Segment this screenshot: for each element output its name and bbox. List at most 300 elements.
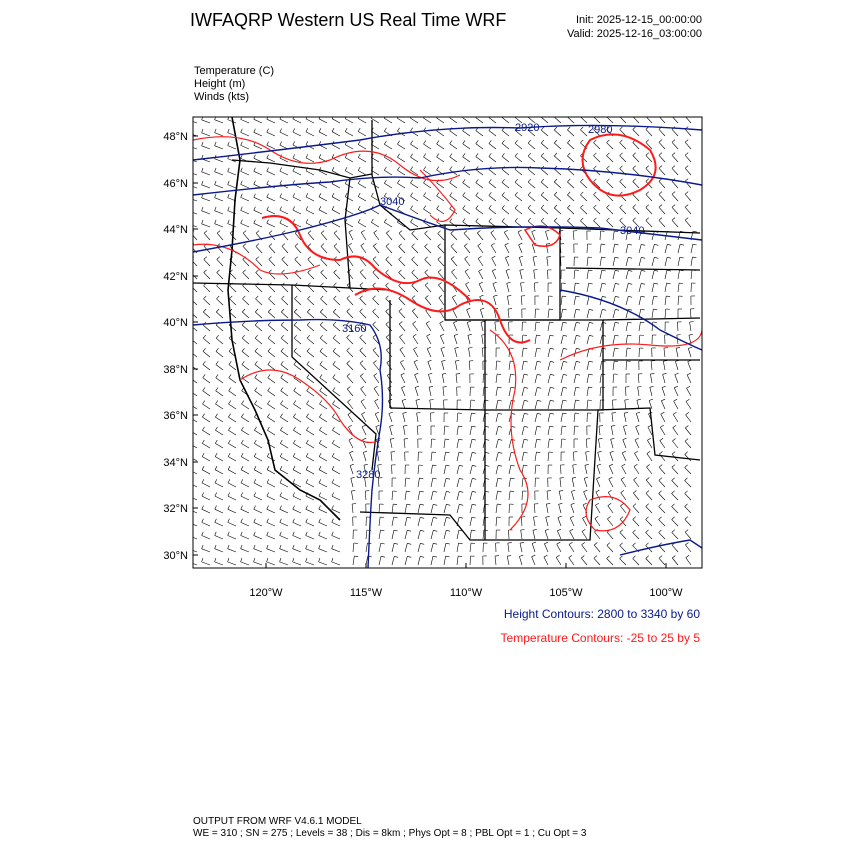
wind-barb-feather xyxy=(573,465,577,466)
field-label-height: Height (m) xyxy=(194,78,246,90)
wind-barb xyxy=(515,156,522,162)
wind-barb-feather xyxy=(659,504,662,507)
wind-barb-feather xyxy=(594,179,597,182)
wind-barb xyxy=(332,457,340,461)
wind-barb-feather xyxy=(295,257,298,260)
wind-barb-feather xyxy=(427,347,431,349)
wind-barb xyxy=(306,132,314,136)
wind-barb-feather xyxy=(607,140,610,143)
wind-barb xyxy=(405,491,406,500)
wind-barb-feather xyxy=(498,465,502,466)
wind-barb-feather xyxy=(189,220,190,224)
wind-barb-feather xyxy=(280,168,282,172)
wind-barb xyxy=(373,272,379,279)
wind-barb-feather xyxy=(537,413,541,414)
wind-barb-feather xyxy=(419,478,423,479)
wind-barb-feather xyxy=(602,309,606,310)
wind-barb-feather xyxy=(646,140,649,143)
wind-barb-feather xyxy=(451,257,454,260)
wind-barb xyxy=(457,452,459,461)
wind-barb xyxy=(241,522,249,526)
wind-barb xyxy=(268,312,275,318)
wind-barb-feather xyxy=(386,348,389,350)
wind-barb xyxy=(241,562,249,565)
wind-barb-feather xyxy=(373,335,376,338)
wind-barb-feather xyxy=(659,556,662,559)
wind-barb xyxy=(190,312,197,318)
wind-barb-feather xyxy=(576,400,580,401)
wind-barb xyxy=(532,557,535,565)
wind-barb-feather xyxy=(360,283,363,286)
wind-barb-feather xyxy=(400,360,403,362)
wind-barb xyxy=(607,532,613,539)
wind-barb-feather xyxy=(348,399,351,402)
wind-barb xyxy=(392,530,394,539)
wind-barb-feather xyxy=(397,128,399,131)
wind-barb-feather xyxy=(588,270,592,271)
wind-barb xyxy=(639,270,641,279)
wind-barb-feather xyxy=(374,386,377,388)
wind-barb xyxy=(567,221,574,227)
wind-barb xyxy=(418,504,420,513)
wind-barb-feather xyxy=(307,335,310,338)
wind-barb-feather xyxy=(570,516,574,518)
wind-barb-feather xyxy=(428,360,432,361)
wind-barb-feather xyxy=(589,283,593,284)
wind-barb xyxy=(294,338,301,344)
wind-barb xyxy=(373,363,379,370)
wind-barb-feather xyxy=(254,168,256,172)
wind-barb xyxy=(373,246,379,253)
wind-barb xyxy=(254,549,262,552)
wind-barb-feather xyxy=(307,361,309,364)
wind-barb xyxy=(496,491,498,500)
wind-barb-feather xyxy=(489,192,491,195)
wind-barb-feather xyxy=(534,517,538,518)
wind-barb-feather xyxy=(269,231,272,234)
wind-barb xyxy=(464,233,470,240)
wind-barb-feather xyxy=(443,387,447,388)
wind-barb-feather xyxy=(268,309,271,312)
wind-barb xyxy=(522,374,524,383)
wind-barb-feather xyxy=(384,141,386,144)
wind-barb-feather xyxy=(384,128,386,131)
wind-barb xyxy=(230,273,236,279)
wind-barb xyxy=(241,549,249,552)
wind-barb xyxy=(687,375,691,383)
wind-barb xyxy=(567,156,574,162)
wind-barb-feather xyxy=(620,556,623,559)
wind-barb xyxy=(451,234,457,241)
wind-barb-feather xyxy=(202,427,204,430)
wind-barb-feather xyxy=(646,192,649,195)
wind-barb xyxy=(438,247,444,254)
wind-barb xyxy=(281,325,288,331)
wind-barb-feather xyxy=(614,231,618,232)
wind-barb xyxy=(280,171,288,175)
wind-barb-feather xyxy=(412,257,415,260)
wind-barb xyxy=(216,325,223,331)
wind-barb xyxy=(613,257,615,266)
wind-barb xyxy=(561,296,562,305)
wind-barb xyxy=(345,145,353,149)
wind-barb xyxy=(659,467,665,474)
wind-barb xyxy=(267,158,275,162)
wind-barb-feather xyxy=(254,155,256,159)
wind-barb-feather xyxy=(585,464,589,465)
wind-barb-feather xyxy=(399,231,402,234)
wind-barb-feather xyxy=(524,439,528,440)
wind-barb-feather xyxy=(456,374,460,375)
wind-barb-feather xyxy=(203,374,205,377)
wind-barb-feather xyxy=(497,374,501,375)
wind-barb-feather xyxy=(202,414,204,417)
wind-barb xyxy=(647,467,653,474)
wind-barb-feather xyxy=(554,218,557,221)
wind-barb xyxy=(470,491,472,500)
wind-barb-feather xyxy=(537,361,541,362)
wind-barb-feather xyxy=(505,256,509,258)
wind-barb-feather xyxy=(411,219,413,222)
wind-barb-feather xyxy=(254,129,256,133)
wind-barb xyxy=(333,325,340,331)
wind-barb xyxy=(384,183,392,188)
wind-barb xyxy=(412,234,418,241)
wind-barb xyxy=(509,478,511,487)
wind-barb xyxy=(267,470,275,474)
wind-barb xyxy=(379,543,381,552)
wind-barb-feather xyxy=(282,296,285,299)
wind-barb xyxy=(457,530,459,539)
wind-barb-feather xyxy=(319,193,321,197)
wind-barb xyxy=(467,322,470,331)
wind-barb xyxy=(306,119,314,123)
wind-barb xyxy=(255,351,262,357)
wind-barb-feather xyxy=(635,438,639,440)
wind-barb-feather xyxy=(347,348,350,351)
wind-barb-feather xyxy=(504,230,507,232)
wind-barb-feather xyxy=(620,543,623,546)
wind-barb-feather xyxy=(491,230,494,232)
wind-barb-feather xyxy=(584,490,588,492)
wind-barb xyxy=(600,270,602,279)
wind-barb xyxy=(353,556,354,565)
wind-barb xyxy=(476,118,483,123)
wind-barb-feather xyxy=(598,438,602,439)
wind-barb-feather xyxy=(255,348,258,351)
wind-barb xyxy=(242,365,249,371)
lat-label: 46°N xyxy=(163,178,188,190)
wind-barb xyxy=(665,270,667,279)
wind-barb-feather xyxy=(254,493,256,497)
wind-barb-feather xyxy=(685,478,688,481)
wind-barb xyxy=(573,231,574,240)
wind-barb-feather xyxy=(628,283,632,284)
wind-barb-feather xyxy=(406,491,410,492)
wind-barb-feather xyxy=(690,322,694,323)
wind-barb-feather xyxy=(215,479,217,483)
wind-barb xyxy=(431,452,432,461)
wind-barb xyxy=(691,244,693,253)
wind-barb xyxy=(348,415,353,422)
wind-barb xyxy=(659,207,665,214)
wind-barb xyxy=(267,496,275,500)
wind-barb xyxy=(360,338,366,344)
wind-barb xyxy=(450,118,457,123)
wind-barb xyxy=(607,143,613,149)
wind-barb xyxy=(321,299,328,305)
wind-barb xyxy=(241,223,249,227)
wind-barb xyxy=(470,465,472,474)
wind-barb-feather xyxy=(386,335,389,338)
wind-barb-feather xyxy=(463,179,465,182)
wind-barb xyxy=(413,337,418,345)
wind-barb-feather xyxy=(267,519,269,523)
wind-barb xyxy=(320,404,328,409)
wind-barb-feather xyxy=(458,556,462,557)
wind-barb-feather xyxy=(416,399,420,400)
wind-barb-feather xyxy=(633,543,636,546)
wind-barb-feather xyxy=(399,257,402,260)
wind-barb-feather xyxy=(190,374,192,377)
wind-barb-feather xyxy=(334,231,337,234)
wind-barb xyxy=(242,404,250,409)
wind-barb-feather xyxy=(646,153,649,156)
field-label-winds: Winds (kts) xyxy=(194,91,249,103)
wind-barb-feather xyxy=(633,205,636,208)
wind-barb xyxy=(280,443,288,448)
wind-barb-feather xyxy=(554,192,557,195)
wind-barb xyxy=(467,310,470,318)
wind-barb-feather xyxy=(463,153,465,156)
wind-barb xyxy=(269,259,275,266)
wind-barb-feather xyxy=(254,545,256,549)
wind-barb xyxy=(334,299,341,305)
wind-barb-feather xyxy=(446,452,450,453)
wind-barb-feather xyxy=(358,206,360,210)
wind-barb xyxy=(202,198,210,201)
wind-barb xyxy=(392,465,393,474)
wind-barb-feather xyxy=(567,153,570,156)
wind-barb-feather xyxy=(446,504,450,505)
wind-barb xyxy=(494,296,497,305)
wind-barb xyxy=(507,283,509,292)
wind-barb xyxy=(502,208,509,214)
wind-barb-feather xyxy=(254,558,255,562)
wind-barb xyxy=(622,466,626,474)
wind-barb-feather xyxy=(215,440,217,443)
wind-barb xyxy=(541,208,548,214)
wind-barb xyxy=(541,117,548,123)
wind-barb-feather xyxy=(515,140,518,143)
wind-barb xyxy=(358,223,366,228)
wind-barb-feather xyxy=(489,205,491,208)
wind-barb-feather xyxy=(438,231,441,234)
wind-barb xyxy=(554,182,561,188)
wind-barb-feather xyxy=(348,412,351,414)
wind-barb xyxy=(444,478,446,487)
wind-barb xyxy=(306,171,314,175)
wind-barb xyxy=(521,296,522,305)
wind-barb xyxy=(613,231,614,240)
lat-label: 40°N xyxy=(163,317,188,329)
wind-barb-feather xyxy=(255,322,258,325)
wind-barb-feather xyxy=(673,425,676,427)
wind-barb-feather xyxy=(672,218,675,221)
wind-barb-feather xyxy=(485,439,489,440)
wind-barb xyxy=(332,145,340,149)
wind-barb-feather xyxy=(190,361,192,364)
wind-barb xyxy=(373,259,379,266)
wind-barb-feather xyxy=(446,478,450,479)
wind-barb xyxy=(441,349,444,358)
wind-barb-feather xyxy=(541,192,544,195)
wind-barb xyxy=(293,443,301,448)
wind-barb xyxy=(626,283,628,292)
wind-barb xyxy=(228,457,236,461)
wind-barb-feather xyxy=(511,426,515,427)
height-contour-label: 3040 xyxy=(380,196,405,208)
wind-barb xyxy=(535,452,536,461)
wind-barb-feather xyxy=(685,205,688,208)
wind-barb-feather xyxy=(609,477,613,479)
wind-barb xyxy=(672,441,678,448)
model-info-line1: OUTPUT FROM WRF V4.6.1 MODEL xyxy=(193,816,362,827)
wind-barb-feather xyxy=(615,296,619,297)
wind-barb-feather xyxy=(319,440,321,443)
wind-barb xyxy=(638,387,639,396)
wind-barb-feather xyxy=(373,309,376,312)
wind-barb xyxy=(241,119,249,123)
wind-barb xyxy=(521,517,522,526)
wind-barb-feather xyxy=(332,167,334,171)
wind-barb xyxy=(571,505,574,513)
wind-barb-feather xyxy=(189,142,190,146)
wind-barb-feather xyxy=(363,451,367,452)
wind-barb-feather xyxy=(567,205,570,208)
wind-barb-feather xyxy=(589,361,593,362)
wind-barb-feather xyxy=(641,270,645,271)
wind-barb-feather xyxy=(558,516,562,517)
wind-barb xyxy=(541,169,548,175)
wind-barb xyxy=(635,440,639,448)
lat-label: 44°N xyxy=(163,224,188,236)
wind-barb-feather xyxy=(319,427,321,430)
wind-barb xyxy=(652,231,654,240)
wind-barb-feather xyxy=(308,257,311,260)
wind-barb-feather xyxy=(319,453,321,457)
wind-barb-feather xyxy=(615,348,619,349)
wind-barb xyxy=(254,171,262,175)
wind-barb-feather xyxy=(641,257,645,258)
wind-barb xyxy=(660,427,665,435)
wind-barb xyxy=(439,298,444,305)
wind-barb xyxy=(384,118,392,123)
wind-barb-feather xyxy=(411,154,413,157)
wind-barb-feather xyxy=(654,283,658,284)
wind-barb-feather xyxy=(672,530,675,533)
wind-barb xyxy=(557,531,561,539)
wind-barb-feather xyxy=(242,309,245,312)
valid-time: Valid: 2025-12-16_03:00:00 xyxy=(567,28,702,40)
lat-label: 42°N xyxy=(163,271,188,283)
wind-barb-feather xyxy=(541,205,544,208)
wind-barb xyxy=(228,430,236,435)
wind-barb-feather xyxy=(607,543,610,546)
wind-barb xyxy=(672,207,678,214)
wind-barb-feather xyxy=(685,218,688,221)
wind-barb xyxy=(242,325,249,331)
wind-barb xyxy=(450,144,457,149)
wind-barb-feather xyxy=(673,412,676,414)
wind-barb-feather xyxy=(397,167,399,170)
height-contour-label: 2980 xyxy=(588,124,613,136)
wind-barb-feather xyxy=(621,490,624,492)
wind-barb-feather xyxy=(646,543,649,546)
wind-barb xyxy=(379,556,381,565)
wind-barb-feather xyxy=(515,192,518,195)
wind-barb-feather xyxy=(544,555,548,557)
wind-barb-feather xyxy=(646,556,649,559)
wind-barb xyxy=(548,335,550,344)
wind-barb-feather xyxy=(241,506,243,510)
wind-barb xyxy=(412,247,418,253)
wind-barb-feather xyxy=(215,194,217,198)
wind-barb-feather xyxy=(615,257,619,258)
wind-barb xyxy=(586,439,587,448)
wind-barb-feather xyxy=(667,257,671,258)
wind-barb xyxy=(243,246,249,253)
wind-barb-feather xyxy=(537,387,541,388)
wind-barb xyxy=(280,119,288,123)
wind-barb xyxy=(431,556,433,565)
wind-barb xyxy=(594,195,601,201)
wind-barb xyxy=(418,556,420,565)
wind-barb xyxy=(620,143,626,149)
wind-barb-feather xyxy=(562,296,566,297)
wind-barb-feather xyxy=(411,206,413,209)
wind-barb xyxy=(587,309,589,318)
wind-barb xyxy=(349,232,353,240)
wind-barb-feather xyxy=(576,361,580,362)
wind-barb-feather xyxy=(215,142,217,146)
wind-barb-feather xyxy=(386,296,389,299)
wind-barb-feather xyxy=(636,412,640,413)
wind-barb-feather xyxy=(347,309,350,312)
wind-barb xyxy=(595,532,601,539)
wind-barb xyxy=(293,549,301,552)
wind-barb-feather xyxy=(672,465,675,468)
wind-barb-feather xyxy=(267,414,269,417)
wind-barb-feather xyxy=(332,453,334,457)
wind-barb-feather xyxy=(563,322,567,323)
wind-barb-feather xyxy=(472,517,476,518)
wind-barb-feather xyxy=(438,270,441,273)
wind-barb-feather xyxy=(654,257,658,258)
wind-barb xyxy=(350,453,354,461)
wind-barb-feather xyxy=(608,503,611,505)
wind-barb xyxy=(306,549,314,552)
wind-barb xyxy=(509,439,511,448)
wind-barb xyxy=(386,299,392,305)
wind-barb xyxy=(255,312,262,318)
wind-barb-feather xyxy=(411,167,413,170)
wind-barb xyxy=(688,362,691,370)
wind-barb xyxy=(483,517,484,526)
wind-barb xyxy=(561,374,563,383)
wind-barb xyxy=(347,364,353,371)
wind-barb-feather xyxy=(255,309,258,312)
